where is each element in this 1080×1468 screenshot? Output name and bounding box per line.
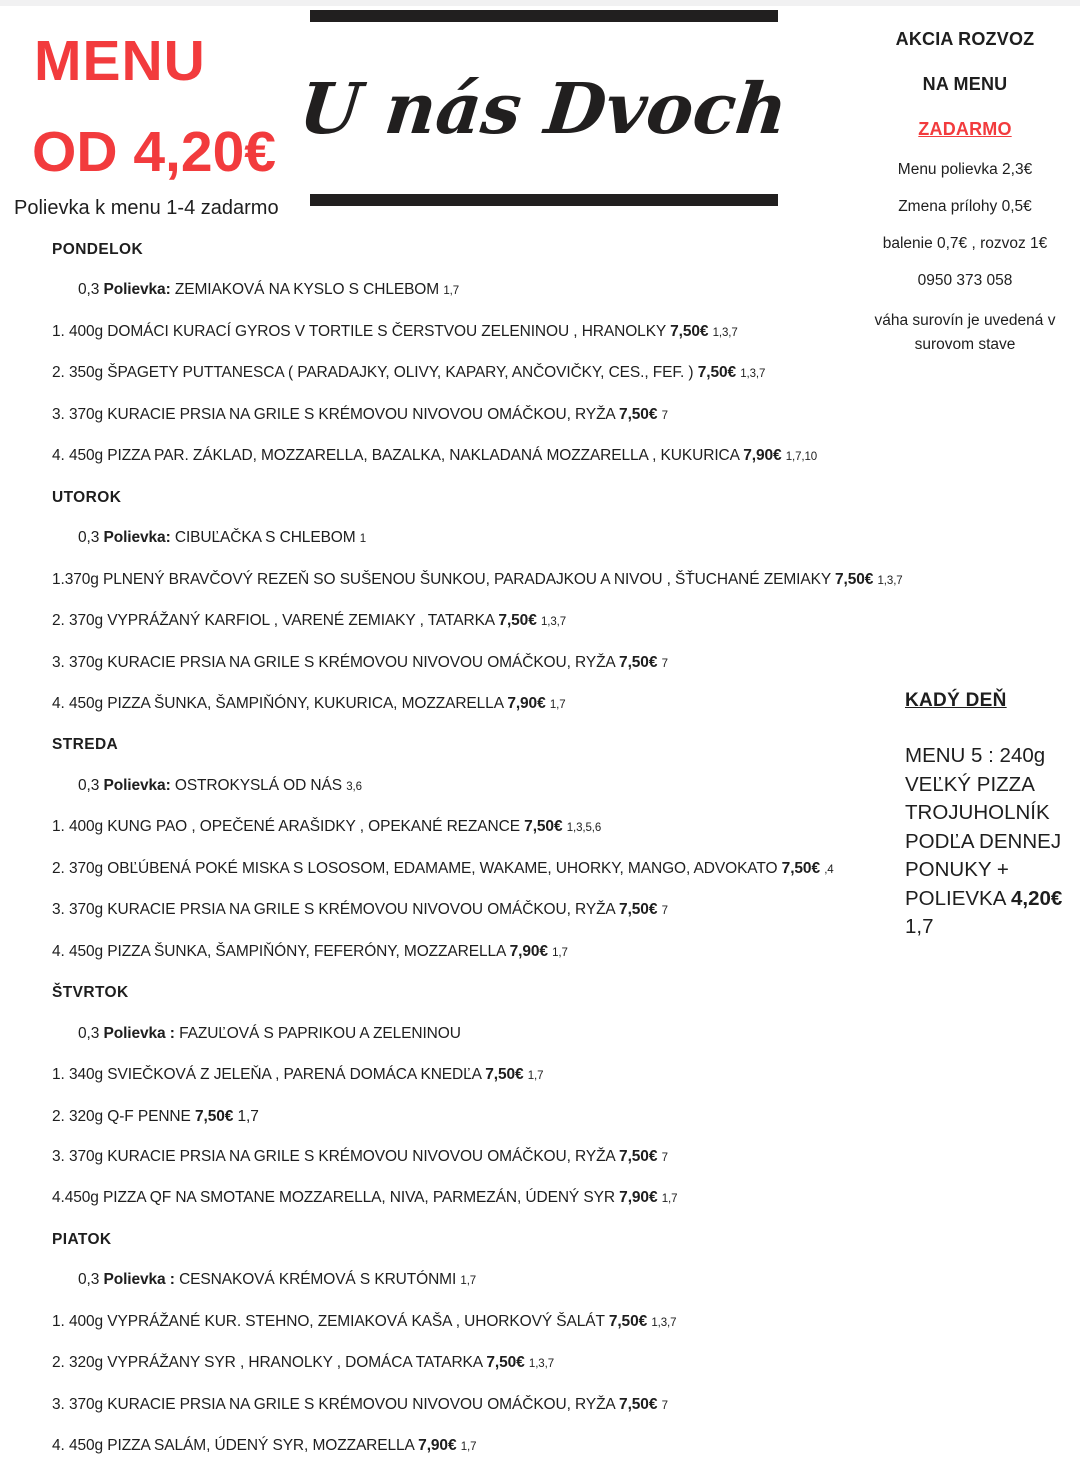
item-text: Q-F PENNE xyxy=(107,1107,191,1125)
free-delivery-label: ZADARMO xyxy=(918,119,1012,139)
day-heading-pondelok: PONDELOK xyxy=(52,241,144,258)
item-number: 3. xyxy=(52,1147,65,1165)
allergens: 7 xyxy=(661,1399,668,1412)
soup-label: Polievka xyxy=(103,776,166,794)
item-text: ŠPAGETY PUTTANESCA ( PARADAJKY, OLIVY, KAPARY, ANČOVIČKY, CES., FEF. ) xyxy=(107,364,694,382)
daily-special-price: 4,20€ xyxy=(1010,886,1063,910)
daily-special-heading: KADÝ DEŇ xyxy=(905,690,1007,711)
daily-special-line: TROJUHOLNÍK xyxy=(905,801,1050,824)
allergens: ,4 xyxy=(824,863,834,876)
item-price: 7,50€ xyxy=(619,1395,658,1413)
allergens: 1,7 xyxy=(237,1107,259,1125)
item-number: 1. xyxy=(52,818,65,836)
item-number: 3. xyxy=(52,901,65,919)
daily-special-panel xyxy=(905,690,1080,942)
item-price: 7,50€ xyxy=(619,405,658,423)
item-number: 1.370g xyxy=(52,570,99,588)
item-text: SVIEČKOVÁ Z JELEŇA , PARENÁ DOMÁCA KNEDĽA xyxy=(107,1066,482,1084)
item-text: PIZZA ŠUNKA, ŠAMPIŇÓNY, FEFERÓNY, MOZZARELLA xyxy=(107,942,506,960)
menu-item xyxy=(52,1178,1062,1219)
allergens: 7 xyxy=(661,409,668,422)
item-weight: 370g xyxy=(68,1147,104,1165)
logo-bar-bottom xyxy=(310,194,778,206)
item-price: 7,90€ xyxy=(743,447,782,465)
menu-item xyxy=(52,601,1062,642)
soup-volume: 0,3 xyxy=(78,776,100,794)
item-weight: 370g xyxy=(68,612,104,630)
item-number: 2. xyxy=(52,364,65,382)
soup-line xyxy=(52,1260,1062,1301)
item-weight: 340g xyxy=(68,1066,104,1084)
item-number: 4. xyxy=(52,694,65,712)
day-heading-stvrtok: ŠTVRTOK xyxy=(52,984,129,1002)
item-weight: 450g xyxy=(68,1437,104,1455)
item-text: OBĽÚBENÁ POKÉ MISKA S LOSOSOM, EDAMAME, WAKAME, UHORKY, MANGO, ADVOKATO xyxy=(107,859,778,877)
soup-colon: : xyxy=(165,776,171,794)
soup-line xyxy=(52,270,1062,311)
soup-name: OSTROKYSLÁ OD NÁS xyxy=(174,776,342,794)
logo-bar-top xyxy=(310,10,778,22)
allergens: 1,3,7 xyxy=(651,1316,677,1329)
item-weight: 320g xyxy=(68,1107,104,1125)
allergens: 3,6 xyxy=(346,780,362,793)
item-weight: 450g xyxy=(68,447,104,465)
item-text: PIZZA ŠUNKA, ŠAMPIŇÓNY, KUKURICA, MOZZARELLA xyxy=(107,694,504,712)
soup-label: Polievka xyxy=(103,1271,166,1289)
daily-special-allergens: 1,7 xyxy=(905,915,934,938)
item-number: 1. xyxy=(52,322,65,340)
menu-item xyxy=(52,436,1062,477)
allergens: 1,7 xyxy=(527,1070,544,1083)
soup-colon: : xyxy=(165,281,171,299)
item-number: 2. xyxy=(52,1354,65,1372)
menu-item xyxy=(52,643,1062,684)
menu-item xyxy=(52,1385,1062,1426)
item-weight: 350g xyxy=(68,364,104,382)
item-number: 3. xyxy=(52,1395,65,1413)
allergens: 1,7 xyxy=(460,1441,477,1454)
item-number: 3. xyxy=(52,405,65,423)
promo-price: OD 4,20€ xyxy=(32,120,276,184)
item-price: 7,50€ xyxy=(608,1312,648,1330)
allergens: 1,7 xyxy=(552,946,568,959)
soup-name: FAZUĽOVÁ S PAPRIKOU A ZELENINOU xyxy=(179,1024,461,1042)
item-text: KURACIE PRSIA NA GRILE S KRÉMOVOU NIVOVOU OMÁČKOU, RYŽA xyxy=(107,1147,615,1165)
item-text: VYPRÁŽANÉ KUR. STEHNO, ZEMIAKOVÁ KAŠA , UHORKOVÝ ŠALÁT xyxy=(107,1312,605,1330)
soup-volume: 0,3 xyxy=(78,281,100,299)
item-weight: 450g xyxy=(68,694,104,712)
item-weight: 450g xyxy=(68,942,104,960)
item-weight: 370g xyxy=(68,901,104,919)
item-price: 7,50€ xyxy=(835,570,874,588)
daily-special-line: PONUKY + xyxy=(905,858,1009,881)
item-text: PIZZA QF NA SMOTANE MOZZARELLA, NIVA, PARMEZÁN, ÚDENÝ SYR xyxy=(103,1189,615,1207)
item-price: 7,50€ xyxy=(781,859,820,877)
allergens: 7 xyxy=(661,1151,668,1164)
allergens: 1,3,7 xyxy=(540,616,567,629)
allergens: 1,3,7 xyxy=(877,574,903,587)
delivery-promo-line2: NA MENU xyxy=(922,74,1008,94)
item-price: 7,50€ xyxy=(485,1066,524,1084)
item-number: 1. xyxy=(52,1066,65,1084)
item-price: 7,50€ xyxy=(670,322,709,340)
allergens: 1,3,5,6 xyxy=(566,822,602,835)
soup-colon: : xyxy=(165,529,171,547)
item-weight: 370g xyxy=(68,405,104,423)
item-weight: 370g xyxy=(68,653,104,671)
item-weight: 400g xyxy=(68,818,104,836)
item-weight: 320g xyxy=(68,1354,104,1372)
allergens: 1 xyxy=(359,533,367,546)
item-price: 7,90€ xyxy=(418,1437,457,1455)
daily-special-line: PODĽA DENNEJ xyxy=(905,829,1062,853)
item-price: 7,50€ xyxy=(498,612,537,630)
item-text: KURACIE PRSIA NA GRILE S KRÉMOVOU NIVOVOU OMÁČKOU, RYŽA xyxy=(107,405,615,423)
allergens: 7 xyxy=(661,905,668,918)
daily-special-line: VEĽKÝ PIZZA xyxy=(905,772,1035,796)
item-weight: 370g xyxy=(68,1395,104,1413)
soup-label: Polievka xyxy=(103,281,166,299)
allergens: 1,3,7 xyxy=(740,368,766,381)
logo-text-box xyxy=(296,22,792,194)
promo-subtitle: Polievka k menu 1-4 zadarmo xyxy=(14,197,279,219)
day-heading-piatok: PIATOK xyxy=(52,1230,112,1248)
item-text: VYPRÁŽANÝ KARFIOL , VARENÉ ZEMIAKY , TATARKA xyxy=(107,612,495,630)
soup-label: Polievka xyxy=(103,1024,166,1042)
menu-item xyxy=(52,1426,1062,1467)
delivery-info-line: balenie 0,7€ , rozvoz 1€ xyxy=(882,235,1048,252)
item-price: 7,50€ xyxy=(194,1107,234,1125)
item-text: KURACIE PRSIA NA GRILE S KRÉMOVOU NIVOVOU OMÁČKOU, RYŽA xyxy=(107,901,615,919)
soup-line xyxy=(52,1014,1062,1055)
allergens: 1,7 xyxy=(443,285,459,298)
allergens: 1,3,7 xyxy=(712,326,738,339)
item-text: PIZZA SALÁM, ÚDENÝ SYR, MOZZARELLA xyxy=(107,1437,414,1455)
daily-special-price-line xyxy=(905,885,1080,914)
phone-number: 0950 373 058 xyxy=(917,272,1013,289)
allergens: 1,7 xyxy=(460,1275,477,1288)
item-weight: 400g xyxy=(68,1312,104,1330)
item-price: 7,50€ xyxy=(619,901,658,919)
item-number: 4. xyxy=(52,447,65,465)
soup-volume: 0,3 xyxy=(78,1024,100,1042)
allergens: 1,3,7 xyxy=(528,1358,554,1371)
item-number: 3. xyxy=(52,653,65,671)
page-top-strip xyxy=(0,0,1080,6)
item-text: VYPRÁŽANY SYR , HRANOLKY , DOMÁCA TATARKA xyxy=(107,1354,483,1372)
item-price: 7,90€ xyxy=(507,694,546,712)
item-number: 2. xyxy=(52,859,65,877)
soup-volume: 0,3 xyxy=(78,1271,100,1289)
item-text: PIZZA PAR. ZÁKLAD, MOZZARELLA, BAZALKA, NAKLADANÁ MOZZARELLA , KUKURICA xyxy=(107,447,739,465)
menu-item xyxy=(52,353,1062,394)
promo-title: MENU xyxy=(34,29,206,93)
item-text: KUNG PAO , OPEČENÉ ARAŠIDKY , OPEKANÉ REZANCE xyxy=(107,818,520,836)
item-number: 1. xyxy=(52,1312,65,1330)
logo-text: U nás Dvoch xyxy=(296,66,792,150)
item-price: 7,50€ xyxy=(697,364,737,382)
soup-label: Polievka xyxy=(103,529,166,547)
item-price: 7,50€ xyxy=(486,1354,525,1372)
menu-item xyxy=(52,1302,1062,1343)
item-text: DOMÁCI KURACÍ GYROS V TORTILE S ČERSTVOU ZELENINOU , HRANOLKY xyxy=(107,322,666,340)
soup-colon: : xyxy=(165,1271,175,1289)
delivery-promo-line1: AKCIA ROZVOZ xyxy=(895,29,1035,49)
item-price: 7,50€ xyxy=(619,1147,658,1165)
item-weight: 400g xyxy=(68,322,104,340)
daily-special-line: MENU 5 : 240g xyxy=(905,744,1046,767)
menu-item xyxy=(52,560,1062,601)
delivery-info-line: Zmena prílohy 0,5€ xyxy=(898,198,1032,215)
menu-item xyxy=(52,1055,1062,1096)
menu-item xyxy=(52,395,1062,436)
item-text: PLNENÝ BRAVČOVÝ REZEŇ SO SUŠENOU ŠUNKOU, PARADAJKOU A NIVOU , ŠŤUCHANÉ ZEMIAKY xyxy=(103,570,831,588)
menu-item xyxy=(52,1097,1062,1137)
item-text: KURACIE PRSIA NA GRILE S KRÉMOVOU NIVOVOU OMÁČKOU, RYŽA xyxy=(107,1395,615,1413)
item-price: 7,50€ xyxy=(619,653,658,671)
allergens: 7 xyxy=(661,657,668,670)
menu-item xyxy=(52,312,1062,353)
allergens: 1,7 xyxy=(661,1193,678,1206)
raw-weight-note: váha surovín je uvedená v surovom stave xyxy=(874,312,1056,353)
item-number: 4. xyxy=(52,942,65,960)
item-price: 7,90€ xyxy=(509,942,548,960)
allergens: 1,7,10 xyxy=(785,451,818,464)
menu-item xyxy=(52,1137,1062,1178)
menu-item xyxy=(52,1343,1062,1384)
day-heading-utorok: UTOROK xyxy=(52,488,122,506)
item-text: KURACIE PRSIA NA GRILE S KRÉMOVOU NIVOVOU OMÁČKOU, RYŽA xyxy=(107,653,615,671)
soup-volume: 0,3 xyxy=(78,529,100,547)
restaurant-logo xyxy=(296,10,792,206)
item-number: 4. xyxy=(52,1437,65,1455)
soup-name: CESNAKOVÁ KRÉMOVÁ S KRUTÓNMI xyxy=(179,1271,457,1289)
allergens: 1,7 xyxy=(549,698,566,711)
soup-line xyxy=(52,518,1062,559)
day-heading-streda: STREDA xyxy=(52,736,119,754)
soup-name: ZEMIAKOVÁ NA KYSLO S CHLEBOM xyxy=(174,281,440,299)
item-price: 7,50€ xyxy=(524,818,563,836)
soup-colon: : xyxy=(165,1024,175,1042)
item-price: 7,90€ xyxy=(619,1189,658,1207)
delivery-info-line: Menu polievka 2,3€ xyxy=(897,161,1033,178)
item-weight: 370g xyxy=(68,859,104,877)
item-number: 4.450g xyxy=(52,1189,99,1207)
soup-name: CIBUĽAČKA S CHLEBOM xyxy=(174,529,356,547)
item-number: 2. xyxy=(52,612,65,630)
item-number: 2. xyxy=(52,1107,65,1125)
daily-special-text: POLIEVKA xyxy=(905,886,1006,910)
